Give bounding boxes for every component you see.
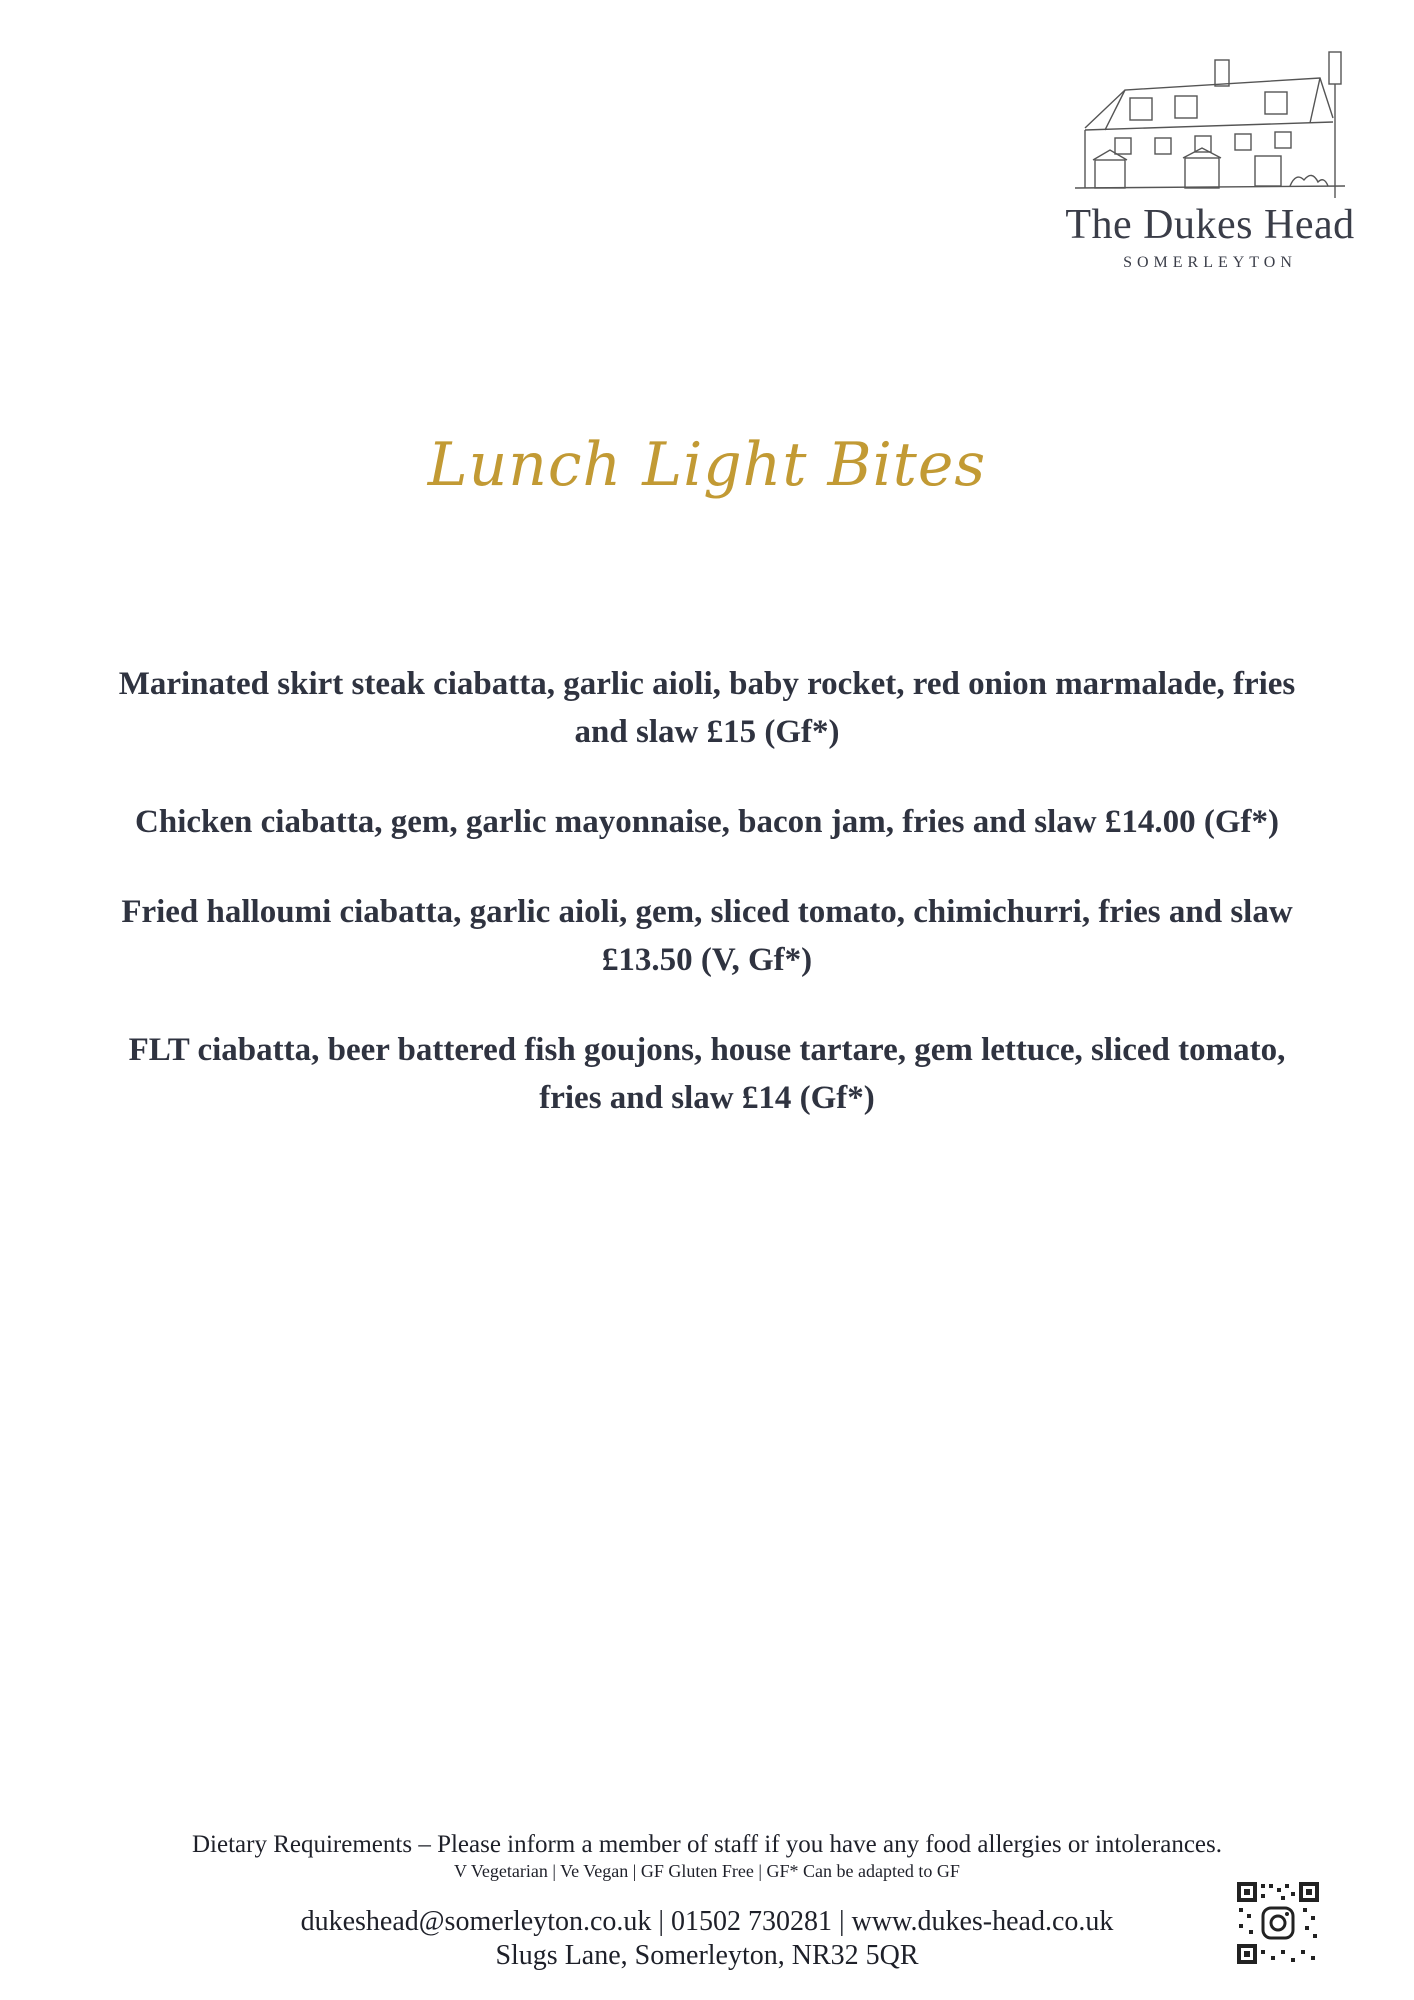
menu-list <box>100 660 1314 1164</box>
menu-item: Chicken ciabatta, gem, garlic mayonnaise, bacon jam, fries and slaw £14.00 (Gf*) <box>135 804 1279 840</box>
contact-details: dukeshead@somerleyton.co.uk | 01502 730281 | www.dukes-head.co.uk <box>300 1906 1114 1937</box>
instagram-qr-code-icon[interactable] <box>1235 1880 1321 1966</box>
logo-name: The Dukes Head <box>1065 202 1355 248</box>
contact-block <box>0 1905 1414 1973</box>
pub-building-sketch-icon <box>1065 48 1355 198</box>
menu-item: FLT ciabatta, beer battered fish goujons, house tartare, gem lettuce, sliced tomato, fries and slaw £14 (Gf*) <box>128 1032 1286 1116</box>
dietary-notice: Dietary Requirements – Please inform a member of staff if you have any food allergies or intolerances. <box>192 1831 1222 1858</box>
menu-item: Fried halloumi ciabatta, garlic aioli, gem, sliced tomato, chimichurri, fries and slaw £13.50 (V, Gf*) <box>121 894 1293 978</box>
dietary-legend: V Vegetarian | Ve Vegan | GF Gluten Free | GF* Can be adapted to GF <box>454 1861 960 1881</box>
menu-item: Marinated skirt steak ciabatta, garlic aioli, baby rocket, red onion marmalade, fries and slaw £15 (Gf*) <box>118 666 1296 750</box>
address: Slugs Lane, Somerleyton, NR32 5QR <box>495 1940 919 1971</box>
logo-location: SOMERLEYTON <box>1123 254 1297 271</box>
logo <box>1060 48 1360 298</box>
page-title: Lunch Light Bites <box>427 430 987 500</box>
footer <box>0 1830 1414 1882</box>
